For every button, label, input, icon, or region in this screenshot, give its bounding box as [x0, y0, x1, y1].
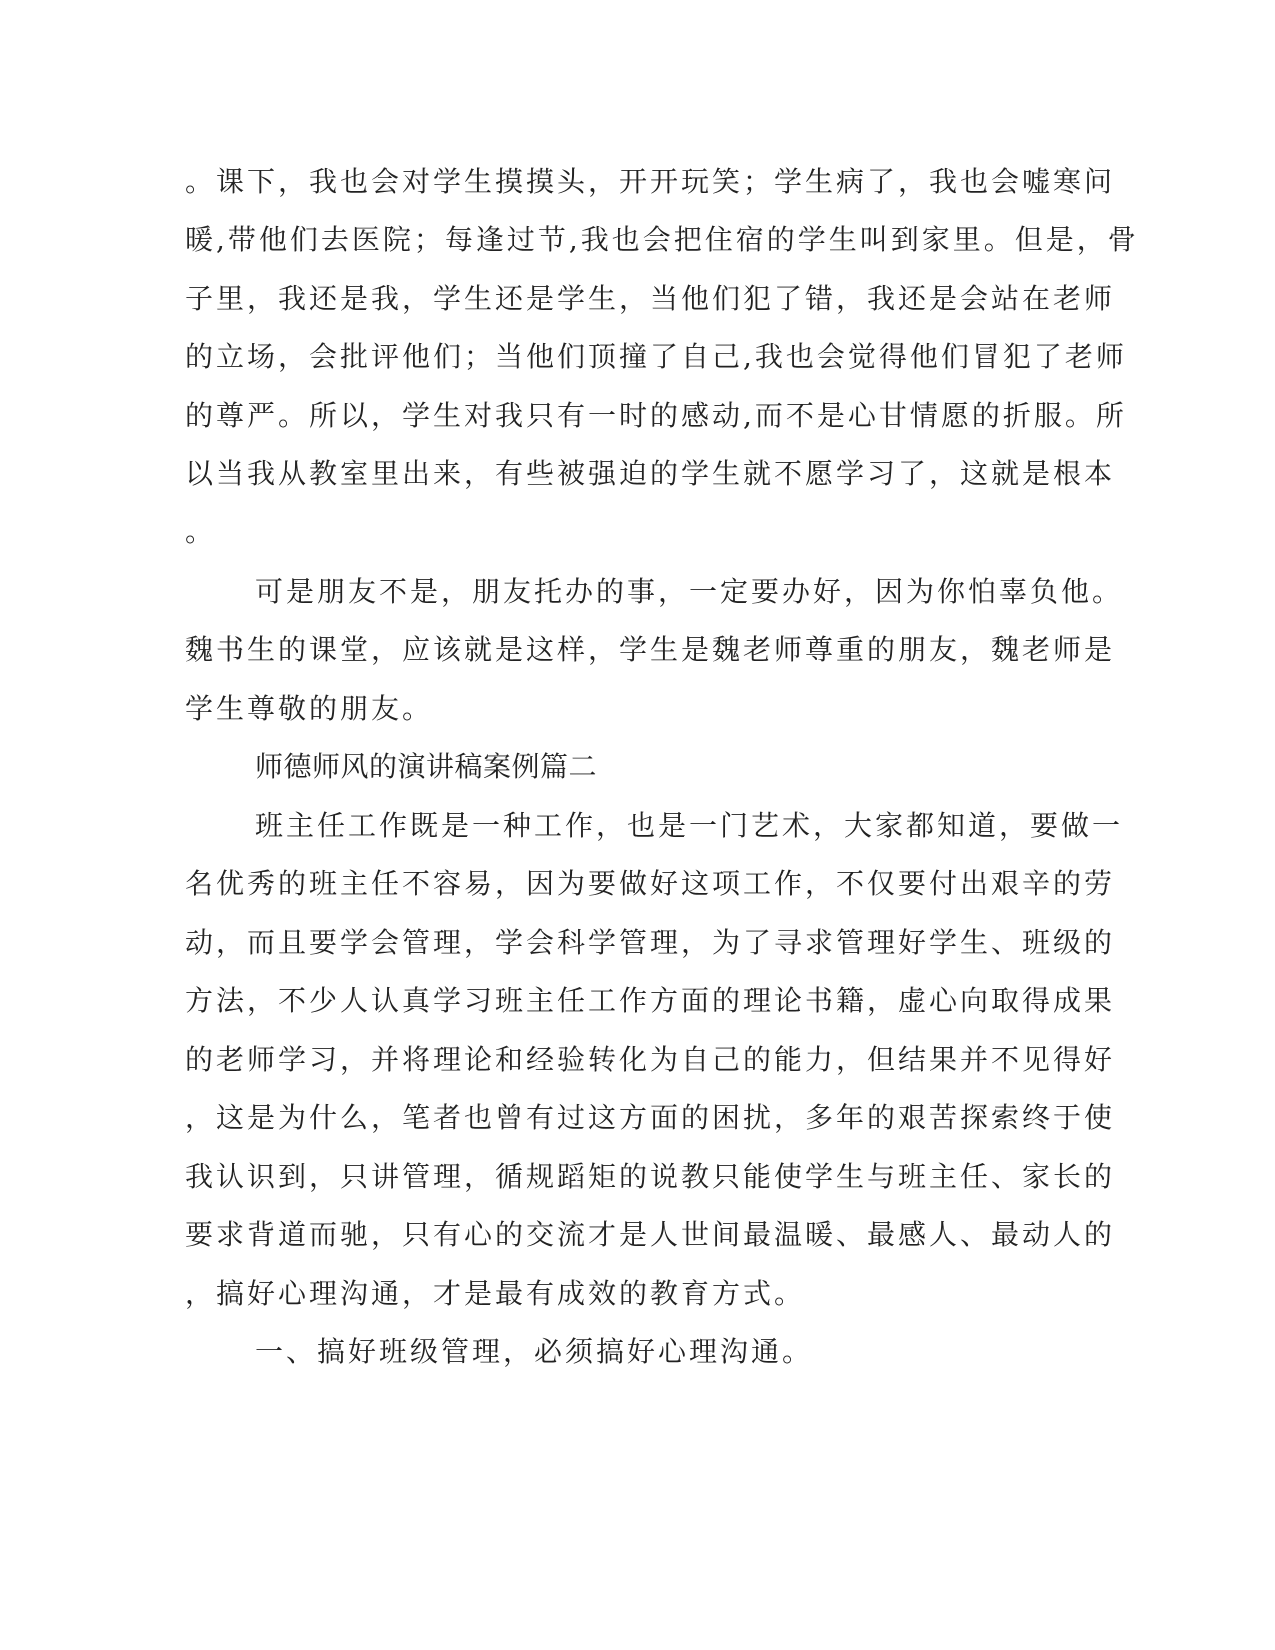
text-line: 子里，我还是我，学生还是学生，当他们犯了错，我还是会站在老师	[185, 282, 1116, 315]
text-line: 的尊严。所以，学生对我只有一时的感动,而不是心甘情愿的折服。所	[185, 399, 1127, 432]
text-line: 学生尊敬的朋友。	[185, 692, 434, 725]
text-line: 。	[185, 515, 217, 548]
text-line: 魏书生的课堂，应该就是这样，学生是魏老师尊重的朋友，魏老师是	[185, 633, 1116, 666]
text-line: 我认识到，只讲管理，循规蹈矩的说教只能使学生与班主任、家长的	[185, 1160, 1116, 1193]
text-line: 暖,带他们去医院；每逢过节,我也会把住宿的学生叫到家里。但是，骨	[185, 223, 1139, 256]
text-line: ，搞好心理沟通，才是最有成效的教育方式。	[185, 1277, 806, 1310]
paragraph-first-line: 可是朋友不是，朋友托办的事，一定要办好，因为你怕辜负他。	[255, 575, 1124, 608]
text-line: 动，而且要学会管理，学会科学管理，为了寻求管理好学生、班级的	[185, 926, 1116, 959]
text-line: 名优秀的班主任不容易，因为要做好这项工作，不仅要付出艰辛的劳	[185, 867, 1116, 900]
paragraph-first-line: 班主任工作既是一种工作，也是一门艺术，大家都知道，要做一	[255, 809, 1124, 842]
text-line: 要求背道而驰，只有心的交流才是人世间最温暖、最感人、最动人的	[185, 1218, 1116, 1251]
text-line: 的老师学习，并将理论和经验转化为自己的能力，但结果并不见得好	[185, 1043, 1116, 1076]
text-line: 的立场，会批评他们；当他们顶撞了自己,我也会觉得他们冒犯了老师	[185, 340, 1127, 373]
section-heading: 师德师风的演讲稿案例篇二	[255, 750, 598, 783]
text-line: ，这是为什么，笔者也曾有过这方面的困扰，多年的艰苦探索终于使	[185, 1101, 1116, 1134]
subheading-line: 一、搞好班级管理，必须搞好心理沟通。	[255, 1335, 814, 1368]
text-line: 。课下，我也会对学生摸摸头，开开玩笑；学生病了，我也会嘘寒问	[185, 165, 1116, 198]
text-line: 以当我从教室里出来，有些被强迫的学生就不愿学习了，这就是根本	[185, 457, 1116, 490]
text-line: 方法，不少人认真学习班主任工作方面的理论书籍，虚心向取得成果	[185, 984, 1116, 1017]
